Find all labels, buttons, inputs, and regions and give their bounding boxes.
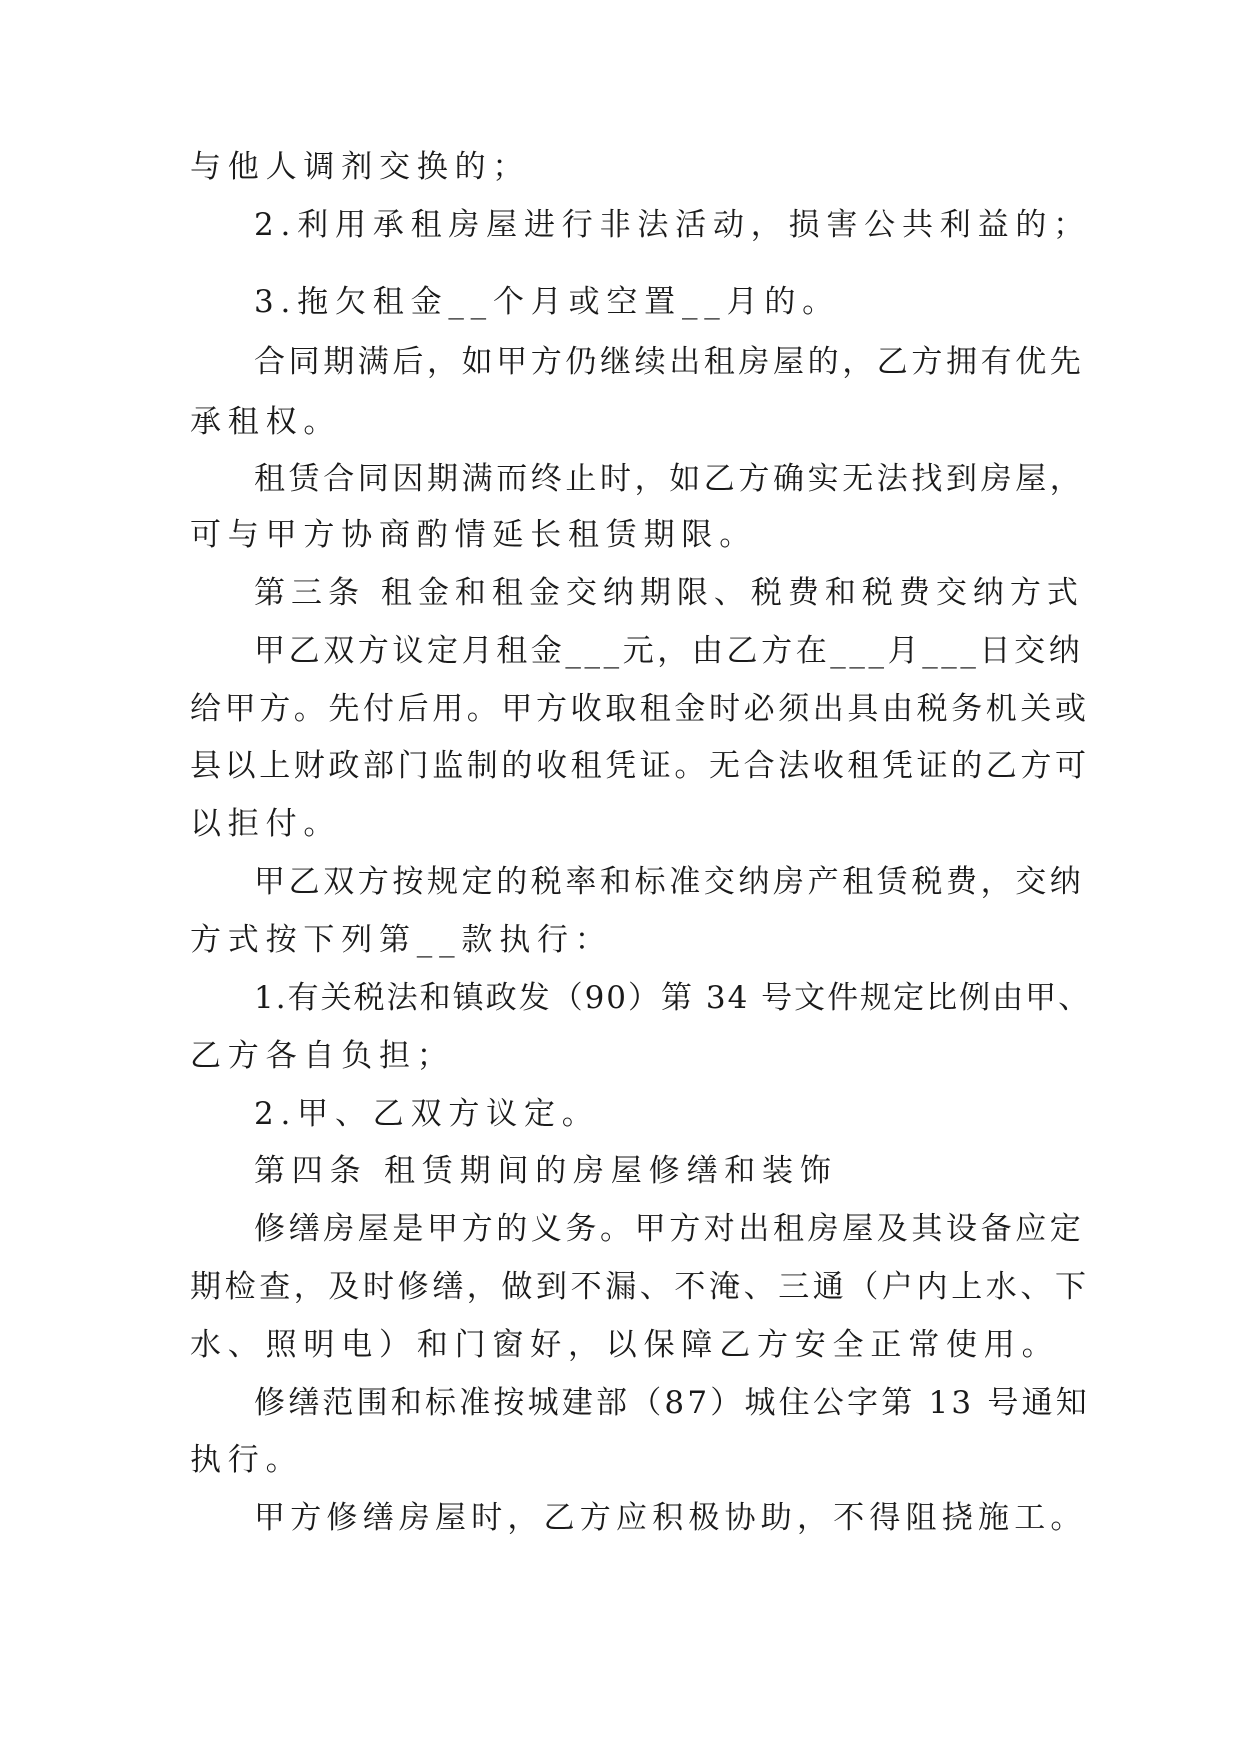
text-line: 承租权。 <box>190 404 342 440</box>
text-line: 2.甲、乙双方议定。 <box>254 1096 600 1132</box>
text-line: 县以上财政部门监制的收租凭证。无合法收租凭证的乙方可 <box>190 748 1090 784</box>
text-line: 2.利用承租房屋进行非法活动，损害公共利益的； <box>254 207 1091 243</box>
text-line: 乙方各自负担； <box>190 1038 455 1074</box>
text-line: 以拒付。 <box>190 806 342 842</box>
text-line: 甲乙双方按规定的税率和标准交纳房产租赁税费，交纳 <box>254 864 1085 900</box>
text-line: 甲乙双方议定月租金___元，由乙方在___月___日交纳 <box>254 633 1084 669</box>
text-line: 给甲方。先付后用。甲方收取租金时必须出具由税务机关或 <box>190 691 1090 727</box>
text-line: 与他人调剂交换的； <box>190 149 531 185</box>
text-line: 水、照明电）和门窗好，以保障乙方安全正常使用。 <box>190 1327 1060 1363</box>
text-line: 执行。 <box>190 1442 304 1478</box>
text-line: 可与甲方协商酌情延长租赁期限。 <box>190 517 757 553</box>
text-line: 修缮范围和标准按城建部（87）城住公字第 13 号通知 <box>254 1385 1090 1421</box>
text-line: 租赁合同因期满而终止时，如乙方确实无法找到房屋， <box>254 461 1085 497</box>
text-line: 3.拖欠租金__个月或空置__月的。 <box>254 284 840 320</box>
text-line: 甲方修缮房屋时，乙方应积极协助，不得阻挠施工。 <box>254 1500 1087 1536</box>
text-line: 修缮房屋是甲方的义务。甲方对出租房屋及其设备应定 <box>254 1211 1085 1247</box>
text-line: 1.有关税法和镇政发（90）第 34 号文件规定比例由甲、 <box>254 980 1092 1016</box>
text-line: 合同期满后，如甲方仍继续出租房屋的，乙方拥有优先 <box>254 344 1085 380</box>
text-line: 期检查，及时修缮，做到不漏、不淹、三通（户内上水、下 <box>190 1269 1090 1305</box>
text-line: 方式按下列第__款执行： <box>190 922 613 958</box>
section-heading: 第三条 租金和租金交纳期限、税费和税费交纳方式 <box>254 575 1084 611</box>
section-heading: 第四条 租赁期间的房屋修缮和装饰 <box>254 1153 838 1189</box>
